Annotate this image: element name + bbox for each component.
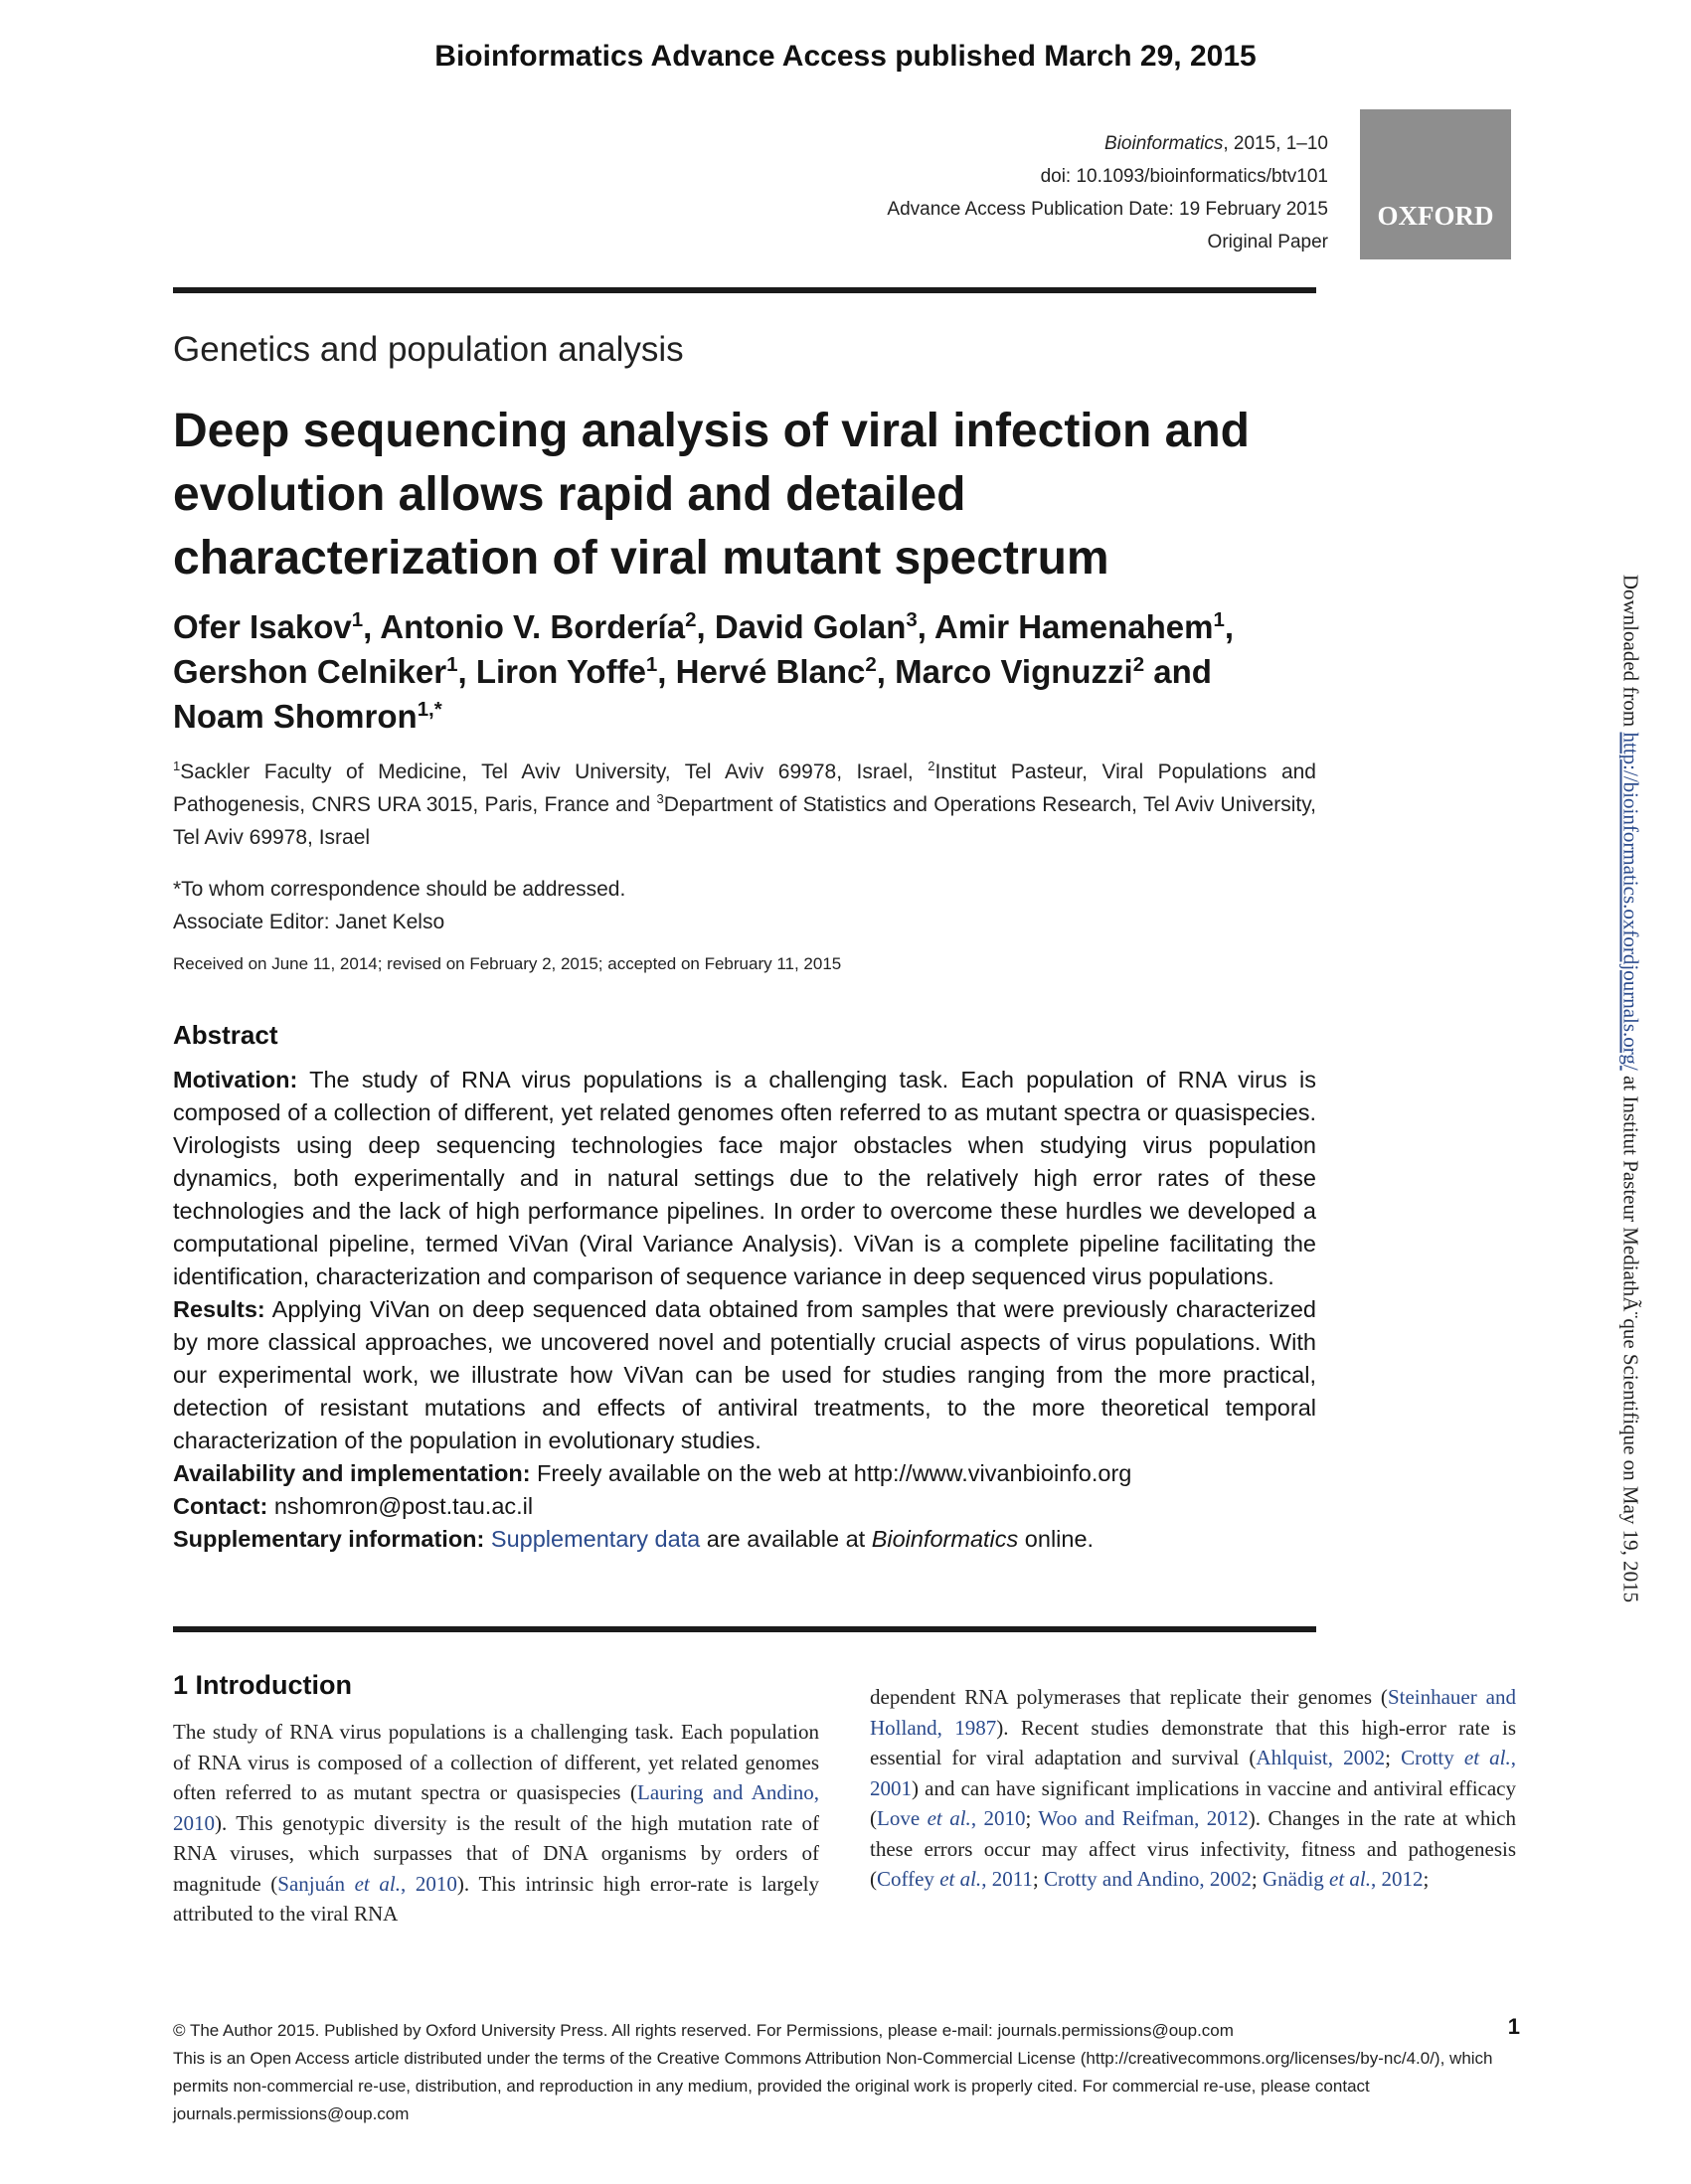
- author: Noam Shomron: [173, 698, 418, 735]
- author: David Golan: [714, 608, 907, 645]
- copyright-line: © The Author 2015. Published by Oxford University Press. All rights reserved. For Permissions, please e-mail: journals.permissions@oup.com: [173, 2021, 1234, 2040]
- correspondence-block: [173, 873, 625, 938]
- license-text: This is an Open Access article distributed under the terms of the Creative Commons Attribution Non-Commercial License (http://creativecommons.org/licenses/by-nc/4.0/), which permits non-commercial re-use, distribution, and reproduction in any medium, provided the original work is properly cited. For commercial re-use, please contact journals.permissions@oup.com: [173, 2049, 1493, 2123]
- citation-link[interactable]: Crotty and Andino, 2002: [1044, 1867, 1252, 1891]
- intro-column-right: dependent RNA polymerases that replicate their genomes (Steinhauer and Holland, 1987). Recent studies demonstrate that this high-error rate is essential for viral adaptation and survival (Ahlquist, 2002; Crotty et al., 2001) and can have significant implications in vaccine and antiviral efficacy (Love et al., 2010; Woo and Reifman, 2012). Changes in the rate at which these errors occur may affect virus infectivity, fitness and pathogenesis (Coffey et al., 2011; Crotty and Andino, 2002; Gnädig et al., 2012;: [870, 1685, 1517, 1891]
- paper-title: Deep sequencing analysis of viral infection and evolution allows rapid and detailed characterization of viral mutant spectrum: [173, 405, 1250, 585]
- author: Gershon Celniker: [173, 653, 447, 690]
- citation-link[interactable]: Steinhauer and Holland, 1987: [870, 1685, 1517, 1740]
- journal-citation: Bioinformatics, 2015, 1–10: [1104, 133, 1328, 154]
- author: Hervé Blanc: [675, 653, 866, 690]
- submission-dates: Received on June 11, 2014; revised on February 2, 2015; accepted on February 11, 2015: [173, 954, 842, 973]
- abstract-results: Results: Applying ViVan on deep sequenced data obtained from samples that were previously characterized by more classical approaches, we uncovered novel and potentially crucial aspects of virus populations. With our experimental work, we illustrate how ViVan can be used for studies ranging from the more practical, detection of resistant mutations and effects of antiviral treatments, to the more theoretical temporal characterization of the population in evolutionary studies.: [173, 1296, 1316, 1453]
- publication-date: Advance Access Publication Date: 19 February 2015: [887, 199, 1328, 220]
- citation-link[interactable]: Ahlquist, 2002: [1256, 1746, 1386, 1769]
- abstract-heading: Abstract: [173, 1020, 278, 1050]
- citation-link[interactable]: Love et al., 2010: [877, 1806, 1026, 1830]
- author: Antonio V. Bordería: [380, 608, 686, 645]
- abstract-motivation: Motivation: The study of RNA virus populations is a challenging task. Each population of RNA virus is composed of a collection of different, yet related genomes often referred to as mutant spectra or quasispecies. Virologists using deep sequencing technologies face major obstacles when studying virus population dynamics, both experimentally and in natural settings due to the relatively high error rates of these technologies and the lack of high performance pipelines. In order to overcome these hurdles we developed a computational pipeline, termed ViVan (Viral Variance Analysis). ViVan is a complete pipeline facilitating the identification, characterization and comparison of sequence variance in deep sequenced virus populations.: [173, 1067, 1316, 1289]
- author: Ofer Isakov: [173, 608, 352, 645]
- citation-link[interactable]: Sanjuán et al., 2010: [277, 1871, 457, 1896]
- abstract-availability: Availability and implementation: Freely available on the web at http://www.vivanbioinfo.org: [173, 1460, 1132, 1486]
- page-number: 1: [1507, 2014, 1520, 2039]
- abstract-divider: [173, 1626, 1316, 1632]
- section-label: Genetics and population analysis: [173, 330, 684, 369]
- correspondence-note: *To whom correspondence should be addressed.: [173, 878, 626, 901]
- journal-banner: Bioinformatics Advance Access published March 29, 2015: [434, 40, 1257, 73]
- doi[interactable]: doi: 10.1093/bioinformatics/btv101: [1040, 166, 1328, 187]
- article-meta: [887, 127, 1328, 258]
- affiliations: $^1$Sackler Faculty of Medicine, Tel Aviv University, Tel Aviv 69978, Israel, $^2$Institut Pasteur, Viral Populations and Pathogenesis, CNRS URA 3015, Paris, France and $^3$Department of Statistics and Operations Research, Tel Aviv University, Tel Aviv 69978, Israel: [173, 758, 1316, 849]
- oxford-logo: [1360, 109, 1511, 259]
- author-list: Ofer Isakov$^1$, Antonio V. Bordería$^2$, David Golan$^3$, Amir Hamenahem$^1$, Gershon Celniker$^1$, Liron Yoffe$^1$, Hervé Blanc$^2$, Marco Vignuzzi$^2$ and Noam Shomron$^{1,*}$: [173, 608, 1235, 735]
- intro-column-left: The study of RNA virus populations is a challenging task. Each population of RNA virus is composed of a collection of different, yet related genomes often referred to as mutant spectra or quasispecies (Lauring and Andino, 2010). This genotypic diversity is the result of the high mutation rate of RNA viruses, which surpasses that of DNA organisms by orders of magnitude (Sanjuán et al., 2010). This intrinsic high error-rate is largely attributed to the viral RNA: [173, 1720, 820, 1926]
- author: Marco Vignuzzi: [895, 653, 1133, 690]
- citation-link[interactable]: Gnädig et al., 2012: [1262, 1867, 1424, 1891]
- top-divider: [173, 287, 1316, 293]
- citation-link[interactable]: Woo and Reifman, 2012: [1038, 1806, 1249, 1830]
- download-watermark: Downloaded from http://bioinformatics.oxfordjournals.org/ at Institut Pasteur MediathÃ¨que Scientifique on May 19, 2015: [1618, 574, 1643, 1603]
- author: Amir Hamenahem: [933, 608, 1214, 645]
- download-url-link[interactable]: http://bioinformatics.oxfordjournals.org/: [1618, 732, 1643, 1071]
- supplementary-data-link[interactable]: Supplementary data: [490, 1526, 701, 1552]
- citation-link[interactable]: Coffey et al., 2011: [877, 1867, 1033, 1891]
- citation-link[interactable]: Lauring and Andino, 2010: [173, 1780, 820, 1835]
- journal-name: Bioinformatics: [1104, 133, 1224, 154]
- logo-text: OXFORD: [1377, 201, 1494, 231]
- introduction-heading: 1 Introduction: [173, 1670, 352, 1700]
- author: Liron Yoffe: [475, 653, 646, 690]
- abstract-contact: Contact: nshomron@post.tau.ac.il: [173, 1493, 534, 1519]
- abstract-body: [173, 1064, 1316, 1556]
- associate-editor: Associate Editor: Janet Kelso: [173, 911, 445, 933]
- citation-link[interactable]: Crotty et al., 2001: [870, 1746, 1516, 1800]
- abstract-supplementary: Supplementary information: Supplementary data are available at Bioinformatics online.: [173, 1526, 1095, 1552]
- paper-type: Original Paper: [1207, 232, 1328, 252]
- footer: [173, 2017, 1520, 2128]
